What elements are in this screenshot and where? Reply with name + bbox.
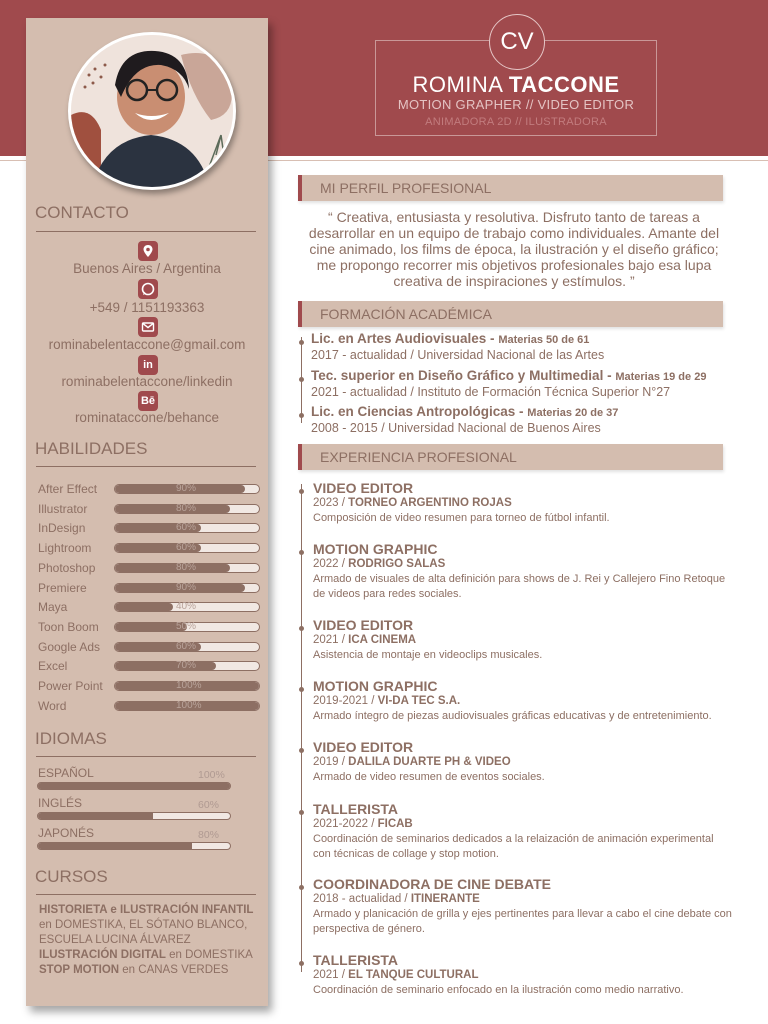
education-degree: Lic. en Ciencias Antropológicas -: [311, 404, 528, 419]
skill-name: Lightroom: [38, 541, 92, 556]
language-bar-fill: [38, 813, 153, 819]
experience-organization: FICAB: [377, 818, 413, 830]
contact-location: Buenos Aires / Argentina: [73, 261, 221, 276]
first-name: ROMINA: [412, 72, 503, 97]
language-bar-fill: [38, 783, 230, 789]
experience-timeline: [301, 484, 302, 972]
location-icon: [138, 241, 158, 261]
full-name: [375, 72, 657, 98]
skill-percent: 60%: [176, 640, 197, 652]
contact-linkedin-link[interactable]: rominabelentaccone/linkedin: [61, 374, 233, 389]
timeline-dot: [299, 413, 304, 418]
languages-heading: IDIOMAS: [35, 729, 107, 748]
experience-period: [313, 818, 413, 830]
experience-description: Composición de video resumen para torneo de fútbol infantil.: [313, 512, 610, 524]
course-detail: en DOMESTIKA: [165, 949, 253, 961]
portrait-illustration: [71, 35, 236, 190]
skill-name: Excel: [38, 659, 68, 674]
experience-period: [313, 634, 416, 646]
profile-section-bar: [298, 175, 723, 201]
course-line: [39, 918, 265, 933]
experience-organization: RODRIGO SALAS: [348, 558, 446, 570]
experience-period: [313, 558, 445, 570]
experience-description: Armado de visuales de alta definición para shows de J. Rei y Callejero Fino Retoque de videos para redes sociales.: [313, 573, 726, 600]
skill-name: Photoshop: [38, 560, 96, 575]
experience-organization: ITINERANTE: [410, 893, 480, 905]
skill-name: Maya: [38, 600, 68, 615]
experience-organization: DALILA DUARTE PH & VIDEO: [348, 756, 511, 768]
timeline-dot: [299, 626, 304, 631]
course-detail: en DOMESTIKA, EL SÓTANO BLANCO,: [39, 919, 248, 931]
languages-rule: [36, 756, 256, 757]
whatsapp-icon: [138, 279, 158, 299]
experience-period: [313, 893, 480, 905]
experience-organization: TORNEO ARGENTINO ROJAS: [348, 497, 512, 509]
skill-name: Premiere: [38, 580, 87, 595]
skill-bar-fill: [115, 603, 173, 611]
profile-photo: [68, 32, 236, 190]
experience-role: VIDEO EDITOR: [313, 480, 414, 496]
education-heading: FORMACIÓN ACADÉMICA: [320, 306, 492, 322]
skills-heading: HABILIDADES: [35, 439, 148, 458]
experience-description: Armado íntegro de piezas audiovisuales gráficas educativas y de entretenimiento.: [313, 710, 712, 722]
experience-years: 2019 /: [313, 756, 349, 768]
course-line: [39, 903, 265, 918]
skill-name: Word: [38, 698, 67, 713]
skill-percent: 60%: [176, 522, 197, 534]
skill-percent: 60%: [176, 542, 197, 554]
skill-name: Power Point: [38, 679, 103, 693]
courses-heading: CURSOS: [35, 867, 108, 886]
email-icon: [138, 317, 158, 337]
experience-description: Armado de video resumen de eventos sociales.: [313, 771, 545, 783]
contact-email-link[interactable]: rominabelentaccone@gmail.com: [48, 337, 246, 352]
experience-organization: ICA CINEMA: [348, 634, 417, 646]
experience-description: Armado y planicación de grilla y ejes pertinentes para llevar a cabo el cine debate con perspectiva de género.: [313, 908, 732, 935]
language-bar-fill: [38, 843, 192, 849]
skill-name: Toon Boom: [38, 619, 99, 634]
timeline-dot: [299, 885, 304, 890]
experience-organization: EL TANQUE CULTURAL: [348, 969, 479, 981]
experience-role: VIDEO EDITOR: [313, 617, 414, 633]
language-name: ESPAÑOL: [38, 766, 94, 780]
skill-percent: 100%: [176, 699, 202, 711]
language-name: JAPONÉS: [38, 826, 95, 840]
experience-heading: EXPERIENCIA PROFESIONAL: [320, 449, 517, 465]
contact-behance-link[interactable]: rominataccone/behance: [74, 410, 220, 425]
experience-period: [313, 969, 479, 981]
language-percent: 100%: [198, 769, 225, 781]
skill-bar-fill: [115, 662, 216, 670]
experience-years: 2021-2022 /: [313, 818, 378, 830]
job-role-secondary: ANIMADORA 2D // ILUSTRADORA: [425, 116, 607, 128]
education-degree: Lic. en Artes Audiovisuales -: [311, 331, 499, 346]
education-subjects: Materias 50 de 61: [498, 334, 590, 346]
experience-years: 2021 /: [313, 634, 349, 646]
experience-years: 2018 - actualidad /: [313, 893, 411, 905]
course-name: STOP MOTION: [39, 964, 120, 976]
timeline-dot: [299, 377, 304, 382]
skill-bar-fill: [115, 561, 230, 573]
course-line: [39, 963, 265, 978]
experience-description: Asistencia de montaje en videoclips musicales.: [313, 649, 543, 661]
experience-organization: VI-DA TEC S.A.: [377, 695, 461, 707]
language-percent: 60%: [198, 799, 220, 811]
skill-name: InDesign: [38, 521, 86, 536]
education-title: [311, 331, 589, 346]
experience-period: [313, 497, 512, 509]
skills-rule: [36, 466, 256, 467]
experience-role: MOTION GRAPHIC: [313, 678, 438, 694]
skill-name: After Effect: [38, 482, 98, 496]
education-subjects: Materias 20 de 37: [527, 407, 619, 419]
timeline-dot: [299, 810, 304, 815]
experience-role: TALLERISTA: [313, 952, 399, 968]
experience-description: Coordinación de seminario enfocado en la ilustración como medio narrativo.: [313, 984, 684, 996]
experience-years: 2022 /: [313, 558, 349, 570]
education-subjects: Materias 19 de 29: [615, 371, 707, 383]
course-name: HISTORIETA e ILUSTRACIÓN INFANTIL: [39, 904, 254, 916]
experience-description: Coordinación de seminarios dedicados a la relaización de animación experimental con técnicas de collage y stop motion.: [313, 833, 714, 860]
experience-role: TALLERISTA: [313, 801, 399, 817]
education-title: [311, 368, 706, 383]
experience-role: VIDEO EDITOR: [313, 739, 414, 755]
skill-name: Google Ads: [38, 639, 101, 654]
courses-rule: [36, 894, 256, 895]
course-detail: ESCUELA LUCINA ÁLVAREZ: [39, 934, 191, 946]
education-section-bar: [298, 301, 723, 327]
job-role: MOTION GRAPHER // VIDEO EDITOR: [397, 97, 635, 112]
language-bar: [37, 782, 231, 790]
contact-phone: +549 / 1151193363: [89, 300, 205, 315]
experience-role: MOTION GRAPHIC: [313, 541, 438, 557]
skill-percent: 90%: [176, 483, 197, 494]
contact-heading: CONTACTO: [35, 203, 129, 222]
education-title: [311, 404, 618, 419]
course-name: ILUSTRACIÓN DIGITAL: [39, 949, 166, 961]
experience-period: [313, 756, 511, 768]
language-bar: [37, 842, 231, 850]
timeline-dot: [299, 961, 304, 966]
education-detail: 2017 - actualidad / Universidad Nacional de las Artes: [311, 348, 605, 362]
behance-icon: Bē: [138, 391, 158, 411]
linkedin-icon: in: [138, 355, 158, 375]
skill-bar-fill: [115, 502, 230, 514]
education-detail: 2008 - 2015 / Universidad Nacional de Buenos Aires: [311, 421, 601, 435]
timeline-dot: [299, 550, 304, 555]
skill-percent: 80%: [176, 561, 197, 573]
experience-role: COORDINADORA DE CINE DEBATE: [313, 876, 552, 892]
skill-name: Illustrator: [38, 501, 88, 516]
education-degree: Tec. superior en Diseño Gráfico y Multimedial -: [311, 368, 616, 383]
experience-years: 2019-2021 /: [313, 695, 378, 707]
experience-years: 2023 /: [313, 497, 349, 509]
contact-rule: [36, 231, 256, 232]
skill-percent: 90%: [176, 581, 197, 593]
skill-percent: 70%: [176, 660, 197, 672]
skill-percent: 40%: [176, 601, 197, 613]
courses-text: [39, 903, 265, 978]
timeline-dot: [299, 489, 304, 494]
language-percent: 80%: [198, 829, 220, 841]
profile-heading: MI PERFIL PROFESIONAL: [320, 180, 492, 196]
skill-percent: 50%: [176, 620, 197, 632]
profile-text: “ Creativa, entusiasta y resolutiva. Disfruto tanto de tareas a desarrollar en un equipo de trabajo como individuales. Amante del cine animado, los films de época, la ilustración y el diseño gráfico; me propongo recorrer mis objetivos profesionales bajo esa lupa creativa de inspiraciones y estímulos. ”: [308, 209, 720, 289]
language-bar: [37, 812, 231, 820]
skill-percent: 80%: [176, 502, 197, 514]
course-detail: en CANAS VERDES: [119, 964, 229, 976]
cv-badge: CV: [489, 14, 545, 70]
course-line: [39, 933, 265, 948]
course-line: [39, 948, 265, 963]
experience-section-bar: [298, 444, 723, 470]
experience-years: 2021 /: [313, 969, 349, 981]
experience-period: [313, 695, 460, 707]
timeline-dot: [299, 748, 304, 753]
timeline-dot: [299, 340, 304, 345]
education-detail: 2021 - actualidad / Instituto de Formación Técnica Superior N°27: [311, 385, 671, 399]
last-name: TACCONE: [508, 72, 620, 97]
skill-percent: 100%: [176, 680, 202, 691]
timeline-dot: [299, 687, 304, 692]
language-name: INGLÉS: [38, 796, 83, 810]
